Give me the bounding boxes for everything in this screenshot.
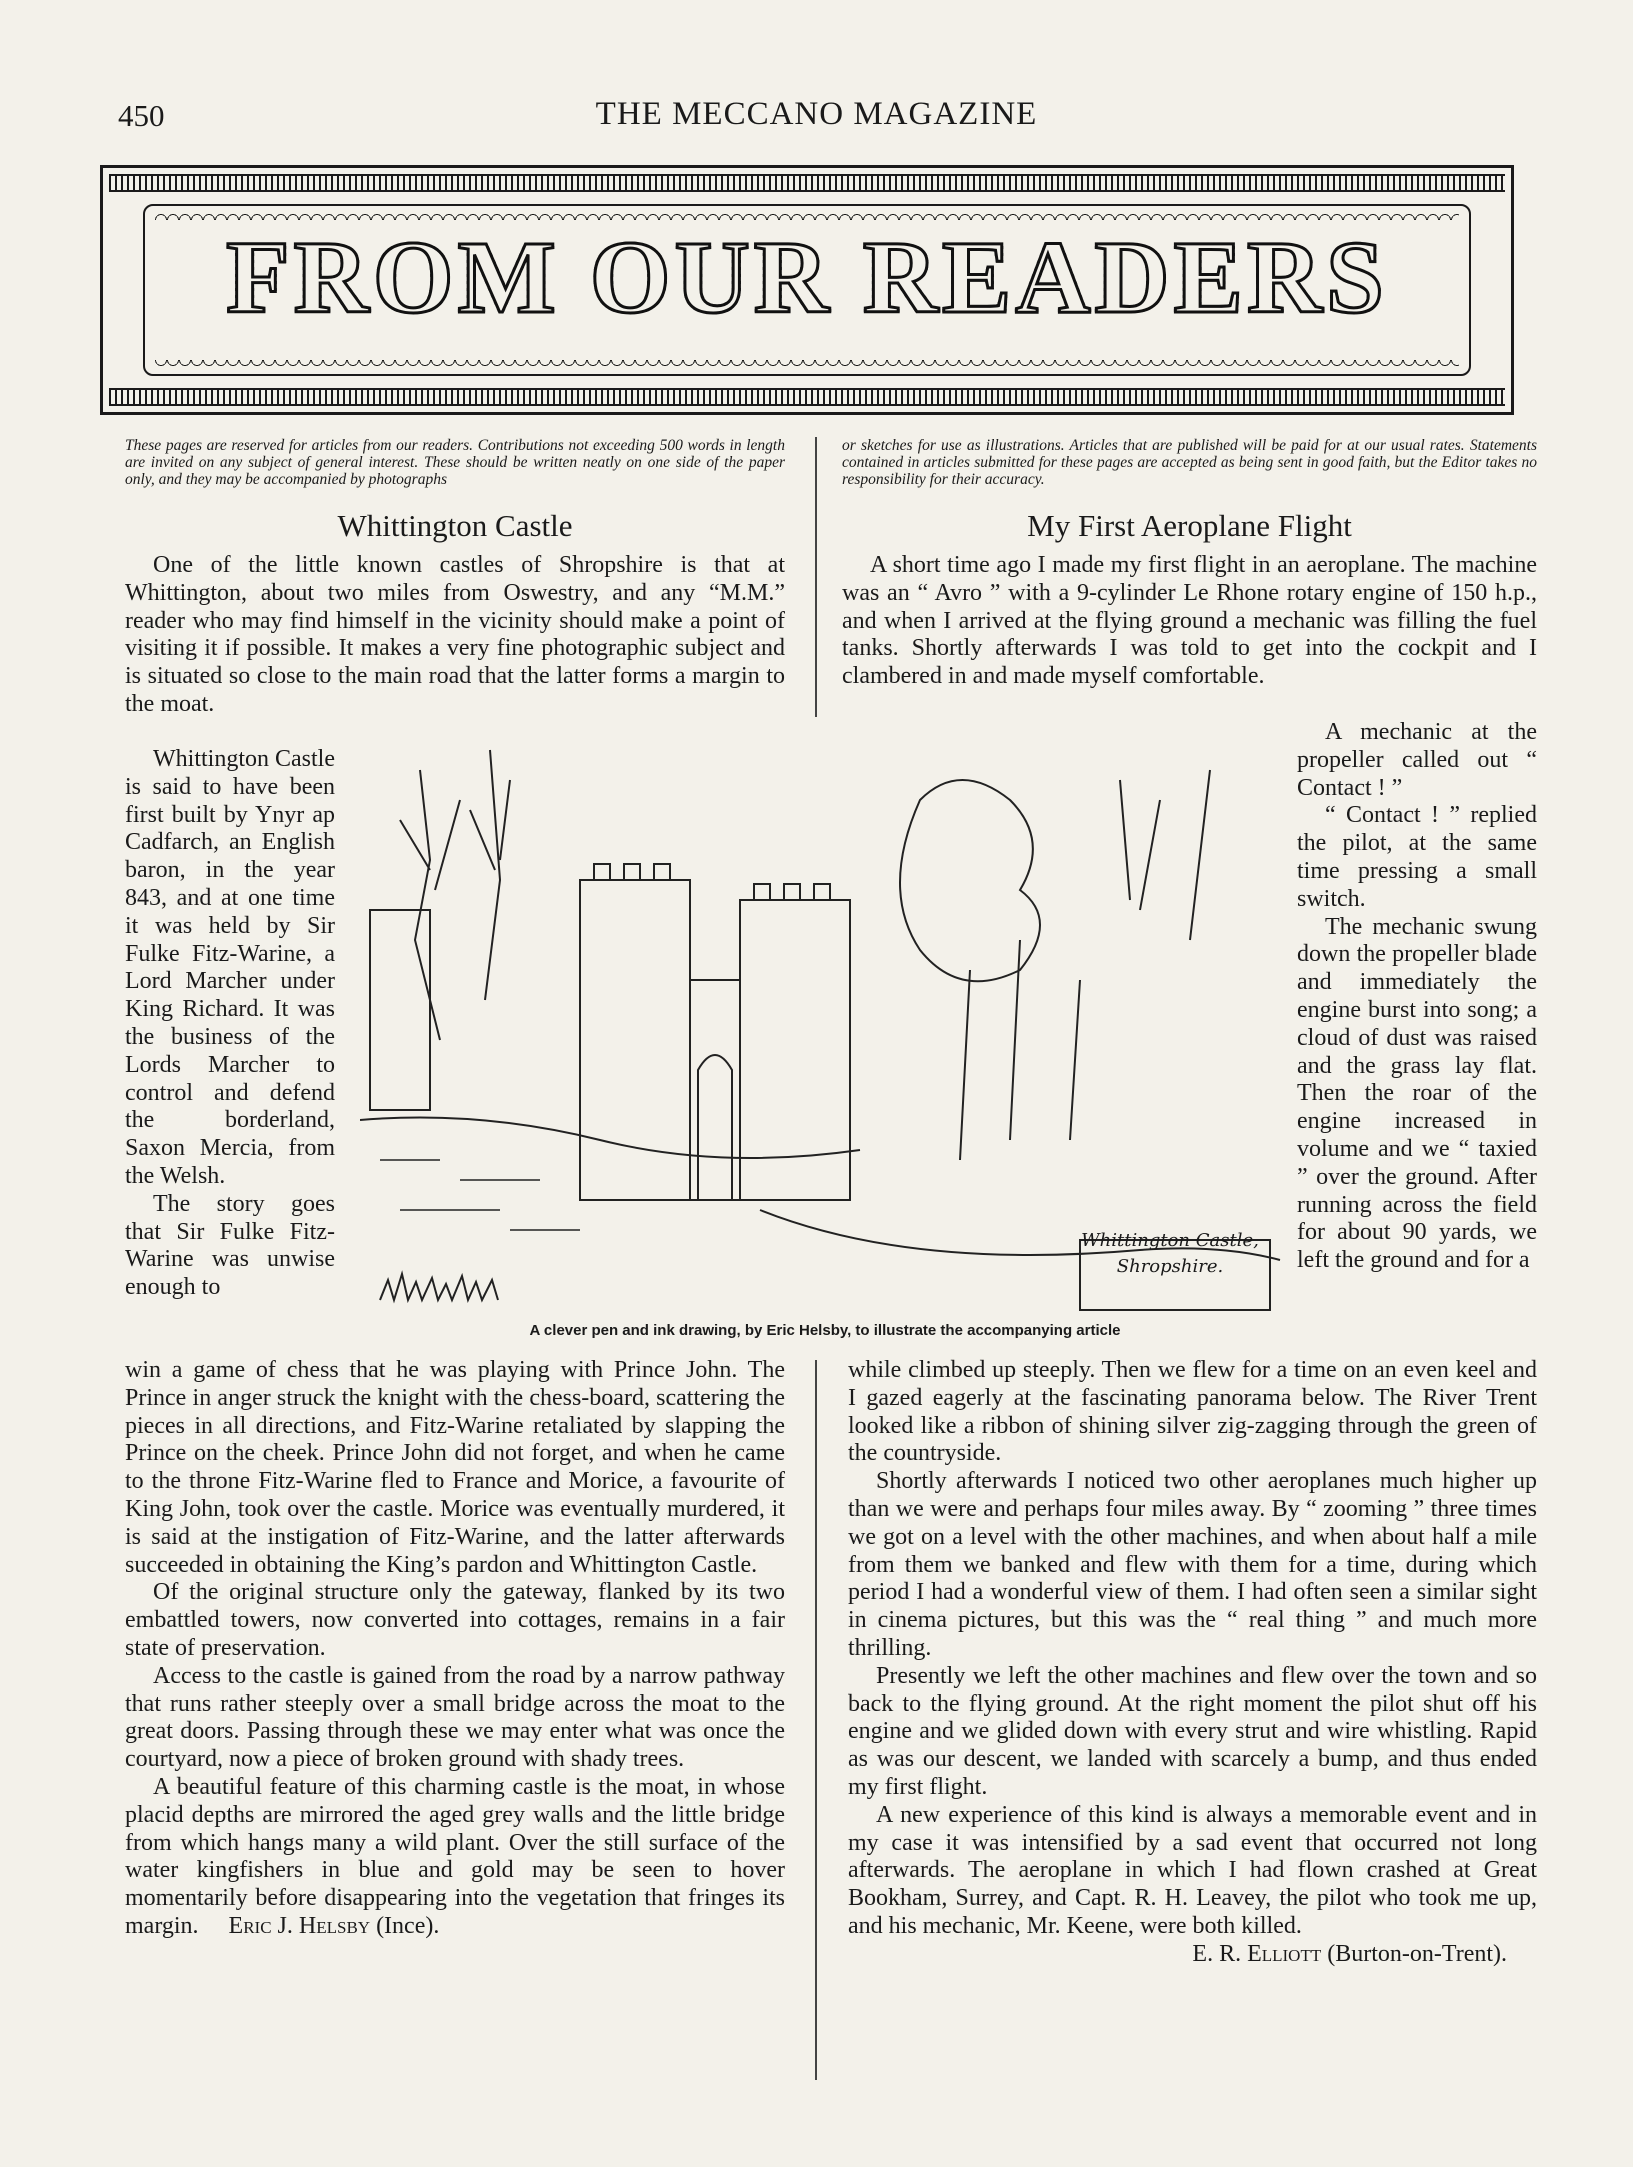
right-para-3: “ Contact ! ” replied the pilot, at the same time pressing a small switch. [1297,802,1537,912]
right-para-7: A new experience of this kind is always a memorable event and in my case it was intensified by a sad event that occurred not long afterwards. The aeroplane in which I had flown crashed at Great Bookham, Surrey, and Capt. R. H. Leavey, the pilot who took me up, and his mechanic, Mr. Keene, were both killed. [848,1801,1537,1939]
left-para-3b: win a game of chess that he was playing with Prince John. The Prince in anger struck the knight with the chess-board, scattering the pieces in all directions, and Fitz-Warine retaliated by slapping the Prince on the cheek. Prince John did not forget, and when he came to the throne Fitz-Warine fled to France and Morice, a favourite of King John, took over the castle. Morice was eventually murdered, it is said at the instigation of Fitz-Warine, and the latter afterwards succeeded in obtaining the King’s pardon and Whittington Castle. [125,1357,785,1578]
left-wall [370,910,430,1110]
intro-note-left: These pages are reserved for articles from our readers. Contributions not exceeding 500 words in length are invited on any subject of general interest. These should be written neatly on one side of the paper only, and they may be accompanied by photographs [125,437,785,488]
left-para-5: Access to the castle is gained from the road by a narrow pathway that runs rather steeply over a small bridge across the moat to the great doors. Passing through these we may enter what was once the courtyard, now a piece of broken ground with shady trees. [125,1662,785,1773]
column-rule-top [815,437,817,717]
left-para-4: Of the original structure only the gateway, flanked by its two embattled towers, now converted into cottages, remains in a fair state of preservation. [125,1579,785,1661]
illustration-label [1080,1228,1260,1280]
right-signature: E. R. Elliott [1192,1940,1322,1967]
gate-arch [698,1055,732,1200]
intro-note-right: or sketches for use as illustrations. Articles that are published will be paid for at our usual rates. Statements contained in articles submitted for these pages are accepted as being sent in good faith, but the Editor takes no responsibility for their accuracy. [842,437,1537,488]
right-signature-place: (Burton-on-Trent). [1327,1940,1507,1967]
battlement-right [740,884,846,900]
left-para-3a: The story goes that Sir Fulke Fitz-Warine was unwise enough to [125,1190,335,1301]
right-para-2: A mechanic at the propeller called out “ Contact ! ” [1297,719,1537,801]
tree-far-right [1120,770,1210,940]
right-para-5: Shortly afterwards I noticed two other aeroplanes much higher up than we were and perhaps four miles away. By “ zooming ” three times we got on a level with the other machines, and when about half a mile from them we banked and flew with them for a time, during which period I had a wonderful view of them. I had often seen a similar sight in cinema pictures, but this was the “ real thing ” and much more thrilling. [848,1468,1537,1661]
illustration-label-line-1: Whittington Castle, [1081,1230,1259,1251]
section-banner [100,165,1514,415]
right-col-bottom [848,1357,1537,1969]
water-ripples [380,1160,580,1230]
running-head: THE MECCANO MAGAZINE [595,96,1038,132]
left-col-top [125,552,785,719]
banner-scallop-bottom [155,360,1459,368]
left-col-narrow [125,746,335,1302]
left-para-2: Whittington Castle is said to have been first built by Ynyr ap Cadfarch, an English baron, in the year 843, and at one time it was held by Sir Fulke Fitz-Warine, a Lord Marcher under King Richard. It was the business of the Lords Marcher to control and defend the borderland, Saxon Mercia, from the Welsh. [125,746,335,1189]
banner-hatch-top [109,174,1505,192]
page-number: 450 [118,98,165,133]
right-para-4a: The mechanic swung down the propeller blade and immediately the engine burst into song; a cloud of dust was raised and the grass lay flat. Then the roar of the engine increased in volume and we “ taxied ” over the ground. After running across the field for about 90 yards, we left the ground and for a [1297,913,1537,1274]
illustration-label-line-2: Shropshire. [1116,1256,1224,1277]
right-para-1: A short time ago I made my first flight in an aeroplane. The machine was an “ Avro ” with a 9-cylinder Le Rhone rotary engine of 150 h.p., and when I arrived at the flying ground a mechanic was filling the fuel tanks. Shortly afterwards I was told to get into the cockpit and I clambered in and made myself comfortable. [842,552,1537,690]
right-para-6: Presently we left the other machines and flew over the town and so back to the flying ground. At the right moment the pilot shut off his engine and we glided down with every strut and wire whistling. Rapid as was our descent, we landed with scarcely a bump, and thus ended my first flight. [848,1662,1537,1800]
left-para-6 [125,1774,785,1941]
left-para-6-text: A beautiful feature of this charming castle is the moat, in whose placid depths are mirrored the aged grey walls and the little bridge from which hangs many a wild plant. Over the still surface of the water kingfishers in blue and gold may be seen to hover momentarily before disappearing into the vegetation that fringes its margin. [125,1773,785,1939]
left-signature-place: (Ince). [376,1912,440,1939]
tower-right [740,900,850,1200]
tree-right-trunks [960,940,1080,1160]
article-title-left: Whittington Castle [337,508,573,543]
banner-title: FROM OUR READERS [103,218,1511,337]
banner-hatch-bottom [109,388,1505,406]
right-col-narrow [1297,719,1537,1275]
left-signature: Eric J. Helsby [228,1912,371,1939]
moat-edge [360,1118,860,1159]
left-col-bottom [125,1357,785,1941]
illustration-caption: A clever pen and ink drawing, by Eric Helsby, to illustrate the accompanying article [529,1322,1121,1339]
tower-left [580,880,690,1200]
right-para-4b: while climbed up steeply. Then we flew for a time on an even keel and I gazed eagerly at the fascinating panorama below. The River Trent looked like a ribbon of shining silver zig-zagging through the green of the countryside. [848,1357,1537,1467]
tree-left-2 [470,750,510,1000]
right-signature-line [848,1941,1537,1969]
grass-foreground [380,1274,498,1300]
left-para-1: One of the little known castles of Shropshire is that at Whittington, about two miles from Oswestry, and any “M.M.” reader who may find himself in the vicinity should make a point of visiting it if possible. It makes a very fine photographic subject and is situated so close to the main road that the latter forms a margin to the moat. [125,552,785,717]
right-col-top [842,552,1537,691]
battlement-left [580,864,686,880]
column-rule-bottom [815,1360,817,2080]
article-title-right: My First Aeroplane Flight [1027,508,1352,543]
